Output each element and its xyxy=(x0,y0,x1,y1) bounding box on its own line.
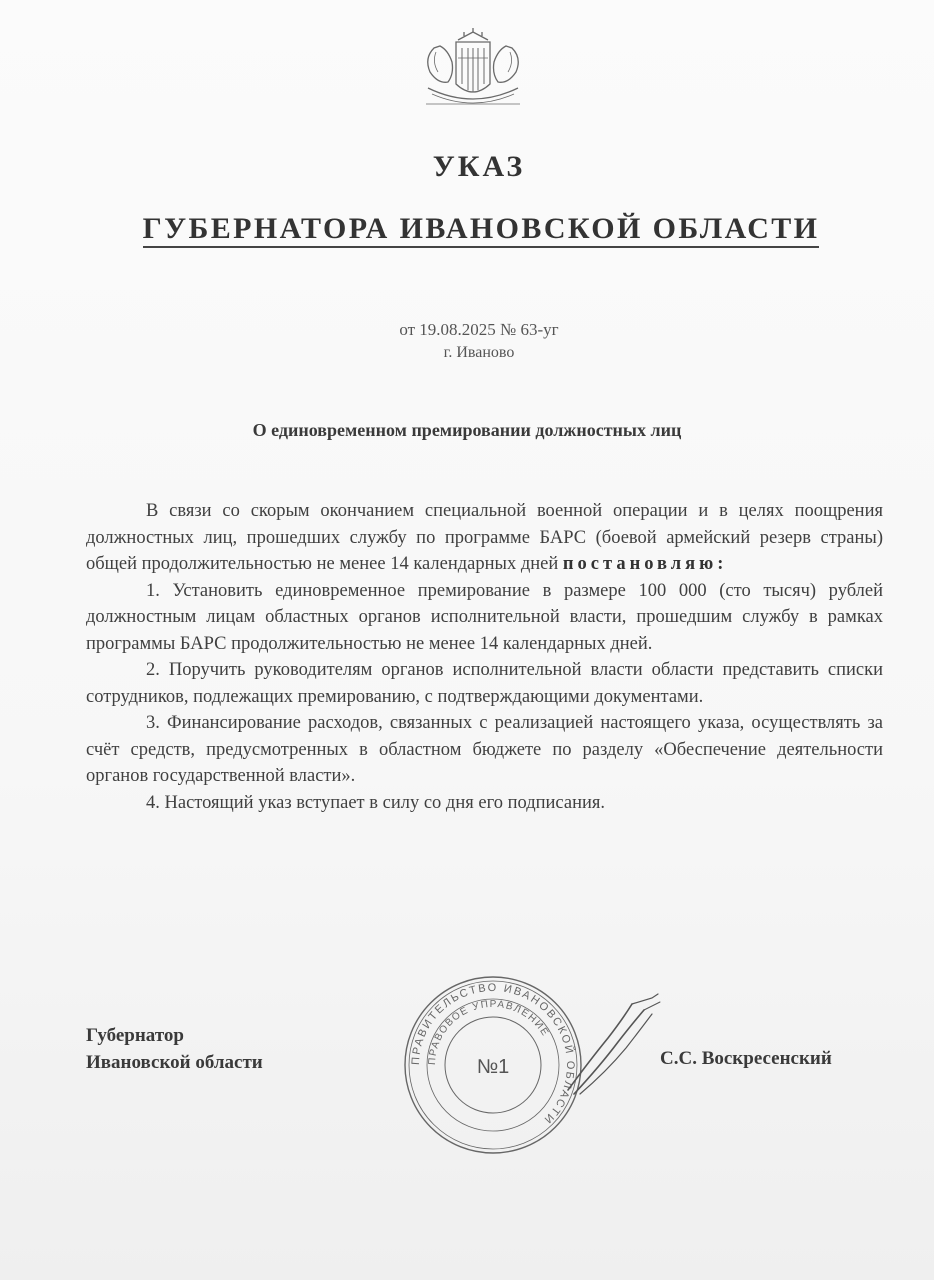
intro-text: В связи со скорым окончанием специальной военной операции и в целях поощрения должностных лиц, прошедших службу по программе БАРС (боевой армейский резерв страны) общей продолжительностью не менее 14 календарных дней xyxy=(86,501,883,574)
decree-date-number: от 19.08.2025 № 63-уг xyxy=(399,320,559,339)
stamp-number: №1 xyxy=(476,1056,510,1078)
list-item: 3. Финансирование расходов, связанных с реализацией настоящего указа, осуществлять за счёт средств, предусмотренных в областном бюджете по разделу «Обеспечение деятельности органов государственной власти». xyxy=(86,713,883,786)
document-type-heading: УКАЗ xyxy=(432,150,526,183)
intro-paragraph xyxy=(86,498,883,578)
signatory-name: С.С. Воскресенский xyxy=(660,1048,832,1069)
signatory-position xyxy=(86,1022,263,1076)
issuer-heading-text: ГУБЕРНАТОРА ИВАНОВСКОЙ ОБЛАСТИ xyxy=(143,212,820,248)
list-item: 2. Поручить руководителям органов исполнительной власти области представить списки сотрудников, подлежащих премированию, с подтверждающими документами. xyxy=(86,660,883,707)
stamp-outer-text: ПРАВИТЕЛЬСТВО ИВАНОВСКОЙ ОБЛАСТИ xyxy=(409,981,577,1127)
stamp-inner-text: ПРАВОВОЕ УПРАВЛЕНИЕ xyxy=(426,998,551,1066)
decree-subject: О единовременном премировании должностных лиц xyxy=(252,420,682,440)
decree-word: постановляю: xyxy=(562,554,728,574)
list-item: 4. Настоящий указ вступает в силу со дня его подписания. xyxy=(146,792,606,813)
signatory-position-line2: Ивановской области xyxy=(86,1052,263,1073)
coat-of-arms-emblem xyxy=(414,28,532,112)
decree-body xyxy=(86,498,883,816)
handwritten-signature xyxy=(560,990,670,1100)
list-item: 1. Установить единовременное премирование в размере 100 000 (сто тысяч) рублей должностным лицам областных органов исполнительной власти, прошедшим службу в рамках программы БАРС продолжительностью не менее 14 календарных дней. xyxy=(86,580,883,654)
issuer-heading xyxy=(14,212,934,246)
signatory-position-line1: Губернатор xyxy=(86,1025,184,1046)
decree-city: г. Иваново xyxy=(443,344,515,361)
